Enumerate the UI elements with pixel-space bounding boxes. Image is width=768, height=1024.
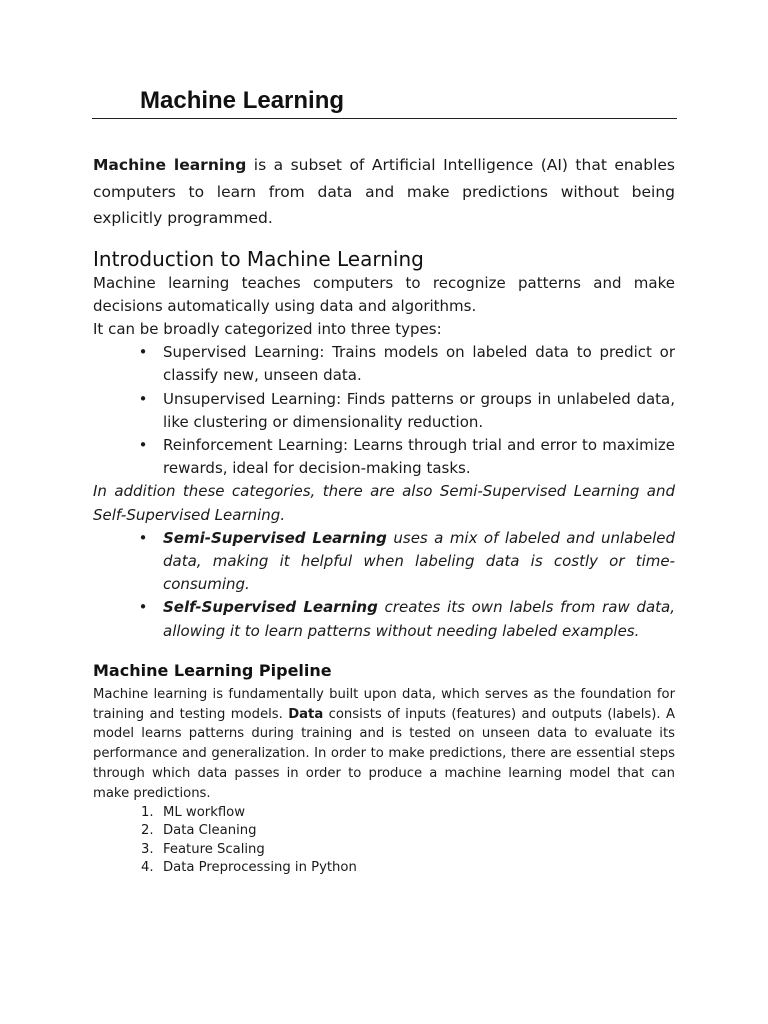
pipeline-text-end: consists of inputs (features) and outputs (labels). A model learns patterns during training and is tested on unseen data to evaluate its performance and generalization. In order to make predictions, there are essential steps through which data passes in order to produce a machine learning model that can make predictions.: [93, 706, 675, 801]
step-number: 1.: [141, 804, 154, 820]
step-number: 4.: [141, 860, 154, 876]
step-label: ML workflow: [163, 804, 245, 820]
step-label: Feature Scaling: [163, 841, 265, 857]
title-divider: [92, 118, 677, 119]
list-item-text: [163, 527, 675, 597]
section1-note: In addition these categories, there are also Semi-Supervised Learning and Self-Supervised Learning.: [93, 482, 675, 524]
list-item: [138, 527, 676, 597]
pipeline-bold-term: Data: [288, 706, 324, 722]
list-item-text: Supervised Learning: Trains models on labeled data to predict or classify new, unseen data.: [163, 343, 675, 385]
list-item: [141, 859, 675, 878]
list-item: [138, 341, 675, 387]
list-item-text: Reinforcement Learning: Learns through trial and error to maximize rewards, ideal for decision-making tasks.: [163, 435, 675, 478]
intro-paragraph: [93, 152, 675, 232]
section-heading-pipeline: Machine Learning Pipeline: [93, 660, 332, 680]
step-number: 3.: [141, 841, 154, 857]
list-item-rest: uses a mix of labeled and unlabeled data, making it helpful when labeling data is costly or time-consuming.: [163, 528, 676, 594]
document-body: [93, 152, 675, 878]
pipeline-paragraph: [93, 685, 675, 804]
bullet-marker: •: [138, 435, 148, 454]
section1-paragraph-1: Machine learning teaches computers to recognize patterns and make decisions automatically using data and algorithms.: [93, 273, 675, 315]
list-item-rest: creates its own labels from raw data, allowing it to learn patterns without needing labeled examples.: [163, 598, 675, 640]
page-title: Machine Learning: [140, 87, 345, 114]
extra-types-list: [93, 527, 675, 643]
ml-types-list: [93, 341, 675, 480]
bullet-marker: •: [138, 389, 148, 408]
list-item-bold-term: Semi-Supervised Learning: [163, 528, 387, 547]
bullet-marker: •: [138, 528, 148, 547]
list-item-text: [163, 596, 675, 642]
intro-text: is a subset of Artificial Intelligence (AI) that enables computers to learn from data and make predictions without being explicitly programmed.: [93, 156, 675, 227]
list-item: [138, 596, 675, 642]
list-item: [141, 804, 675, 823]
list-item: [141, 841, 675, 860]
list-item: [141, 822, 675, 841]
list-item: [138, 388, 675, 434]
step-label: Data Cleaning: [163, 823, 257, 839]
pipeline-steps-list: [93, 804, 675, 878]
step-label: Data Preprocessing in Python: [163, 860, 357, 876]
bullet-marker: •: [138, 343, 148, 362]
step-number: 2.: [141, 823, 154, 839]
list-item-text: Unsupervised Learning: Finds patterns or groups in unlabeled data, like clustering or dimensionality reduction.: [163, 389, 675, 431]
pipeline-text-start: Machine learning is fundamentally built upon data, which serves as the foundation for training and testing models.: [93, 686, 675, 722]
section-heading-introduction: Introduction to Machine Learning: [93, 246, 424, 271]
bullet-marker: •: [138, 598, 148, 617]
list-item-bold-term: Self-Supervised Learning: [163, 598, 378, 617]
section1-paragraph-2: It can be broadly categorized into three types:: [93, 319, 442, 338]
intro-bold-term: Machine learning: [93, 156, 247, 174]
list-item: [138, 434, 675, 480]
